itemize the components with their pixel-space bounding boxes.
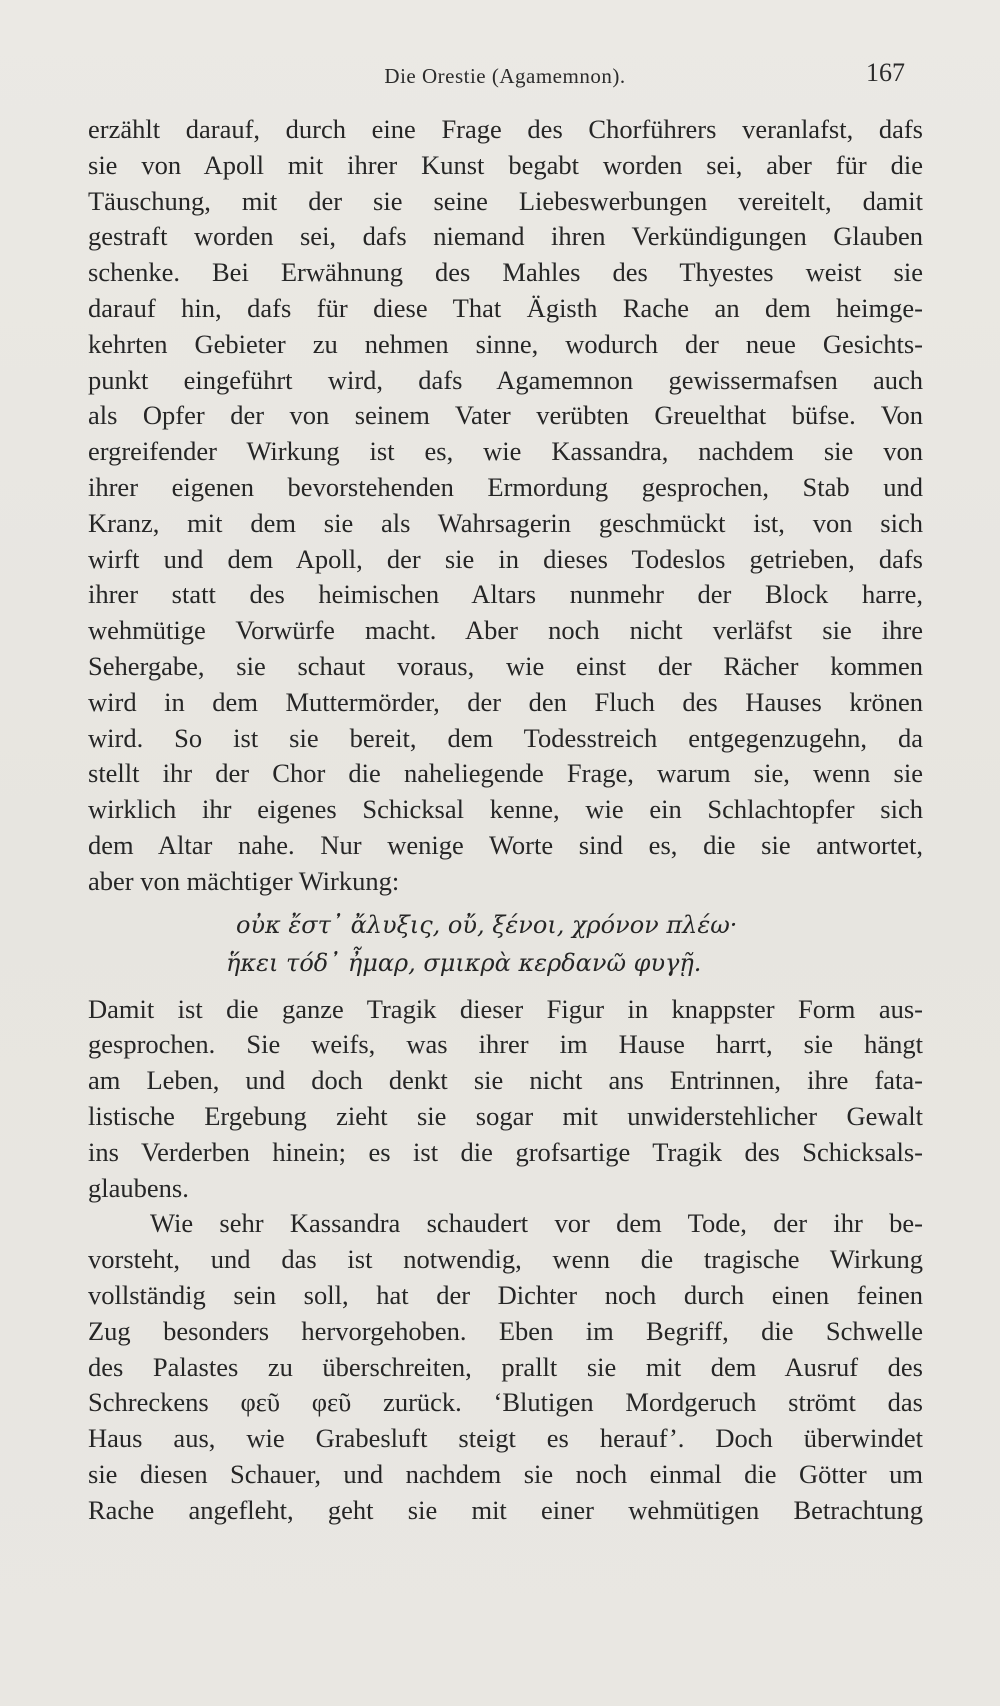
- text-line: Täuschung, mit der sie seine Liebeswerbungen vereitelt, damit: [88, 185, 923, 216]
- text-line: Schreckens φεῦ φεῦ zurück. ‘Blutigen Mordgeruch strömt das: [88, 1387, 923, 1418]
- text-line: Rache angefleht, geht sie mit einer wehmütigen Betrachtung: [88, 1494, 923, 1525]
- greek-verse-line: οὐκ ἔστ᾽ ἄλυξις, οὔ, ξένοι, χρόνον πλέω·: [236, 910, 738, 939]
- text-line: schenke. Bei Erwähnung des Mahles des Thyestes weist sie: [88, 257, 923, 288]
- text-line: ergreifender Wirkung ist es, wie Kassandra, nachdem sie von: [88, 436, 923, 467]
- paragraph-3: [88, 1206, 923, 1528]
- text-line: wirklich ihr eigenes Schicksal kenne, wie ein Schlachtopfer sich: [88, 794, 923, 825]
- text-line: Wie sehr Kassandra schaudert vor dem Tode, der ihr be-: [150, 1208, 923, 1239]
- text-line: wehmütige Vorwürfe macht. Aber noch nicht verläfst sie ihre: [88, 615, 923, 646]
- text-line: als Opfer der von seinem Vater verübten Greuelthat büfse. Von: [88, 400, 923, 431]
- text-line: vollständig sein soll, hat der Dichter noch durch einen feinen: [88, 1279, 923, 1310]
- text-line: Zug besonders hervorgehoben. Eben im Begriff, die Schwelle: [88, 1315, 923, 1346]
- text-line: des Palastes zu überschreiten, prallt sie mit dem Ausruf des: [88, 1351, 923, 1382]
- text-line: darauf hin, dafs für diese That Ägisth Rache an dem heimge-: [88, 292, 923, 323]
- text-line: listische Ergebung zieht sie sogar mit unwiderstehlicher Gewalt: [88, 1100, 923, 1131]
- text-line: Haus aus, wie Grabesluft steigt es herauf’. Doch überwindet: [88, 1423, 923, 1454]
- text-line: sie diesen Schauer, und nachdem sie noch einmal die Götter um: [88, 1458, 923, 1489]
- text-line: dem Altar nahe. Nur wenige Worte sind es, die sie antwortet,: [88, 829, 923, 860]
- text-line: stellt ihr der Chor die naheliegende Frage, warum sie, wenn sie: [88, 758, 923, 789]
- text-line: erzählt darauf, durch eine Frage des Chorführers veranlafst, dafs: [88, 114, 923, 144]
- page-number: 167: [866, 58, 905, 87]
- text-line: sie von Apoll mit ihrer Kunst begabt worden sei, aber für die: [88, 149, 923, 180]
- text-line: Sehergabe, sie schaut voraus, wie einst der Rächer kommen: [88, 650, 923, 681]
- text-line: kehrten Gebieter zu nehmen sinne, wodurch der neue Gesichts-: [88, 328, 923, 359]
- text-line: vorsteht, und das ist notwendig, wenn die tragische Wirkung: [88, 1244, 923, 1275]
- text-line: gestraft worden sei, dafs niemand ihren Verkündigungen Glauben: [88, 221, 923, 252]
- text-line: wird in dem Muttermörder, der den Fluch des Hauses krönen: [88, 686, 923, 717]
- text-line: ihrer statt des heimischen Altars nunmehr der Block harre,: [88, 579, 923, 610]
- text-line: gesprochen. Sie weifs, was ihrer im Hause harrt, sie hängt: [88, 1029, 923, 1060]
- running-header: [95, 58, 915, 98]
- text-line: wirft und dem Apoll, der sie in dieses Todeslos getrieben, dafs: [88, 543, 923, 574]
- text-line: Damit ist die ganze Tragik dieser Figur in knappster Form aus-: [88, 993, 923, 1024]
- running-title: Die Orestie (Agamemnon).: [384, 64, 626, 88]
- greek-verse-quote: [88, 906, 923, 982]
- text-line: ihrer eigenen bevorstehenden Ermordung gesprochen, Stab und: [88, 471, 923, 502]
- paragraph-2: [88, 992, 923, 1207]
- text-line: ins Verderben hinein; es ist die grofsartige Tragik des Schicksals-: [88, 1136, 923, 1167]
- paragraph-1: [88, 112, 923, 900]
- greek-verse-line: ἥκει τόδ᾽ ἦμαρ, σμικρὰ κερδανῶ φυγῇ.: [226, 948, 702, 977]
- body-text: [88, 112, 923, 1528]
- text-line: glaubens.: [88, 1172, 189, 1203]
- text-line: aber von mächtiger Wirkung:: [88, 865, 400, 896]
- text-line: am Leben, und doch denkt sie nicht ans Entrinnen, ihre fata-: [88, 1065, 923, 1096]
- text-line: wird. So ist sie bereit, dem Todesstreich entgegenzugehn, da: [88, 722, 923, 753]
- text-line: punkt eingeführt wird, dafs Agamemnon gewissermafsen auch: [88, 364, 923, 395]
- text-line: Kranz, mit dem sie als Wahrsagerin geschmückt ist, von sich: [88, 507, 923, 538]
